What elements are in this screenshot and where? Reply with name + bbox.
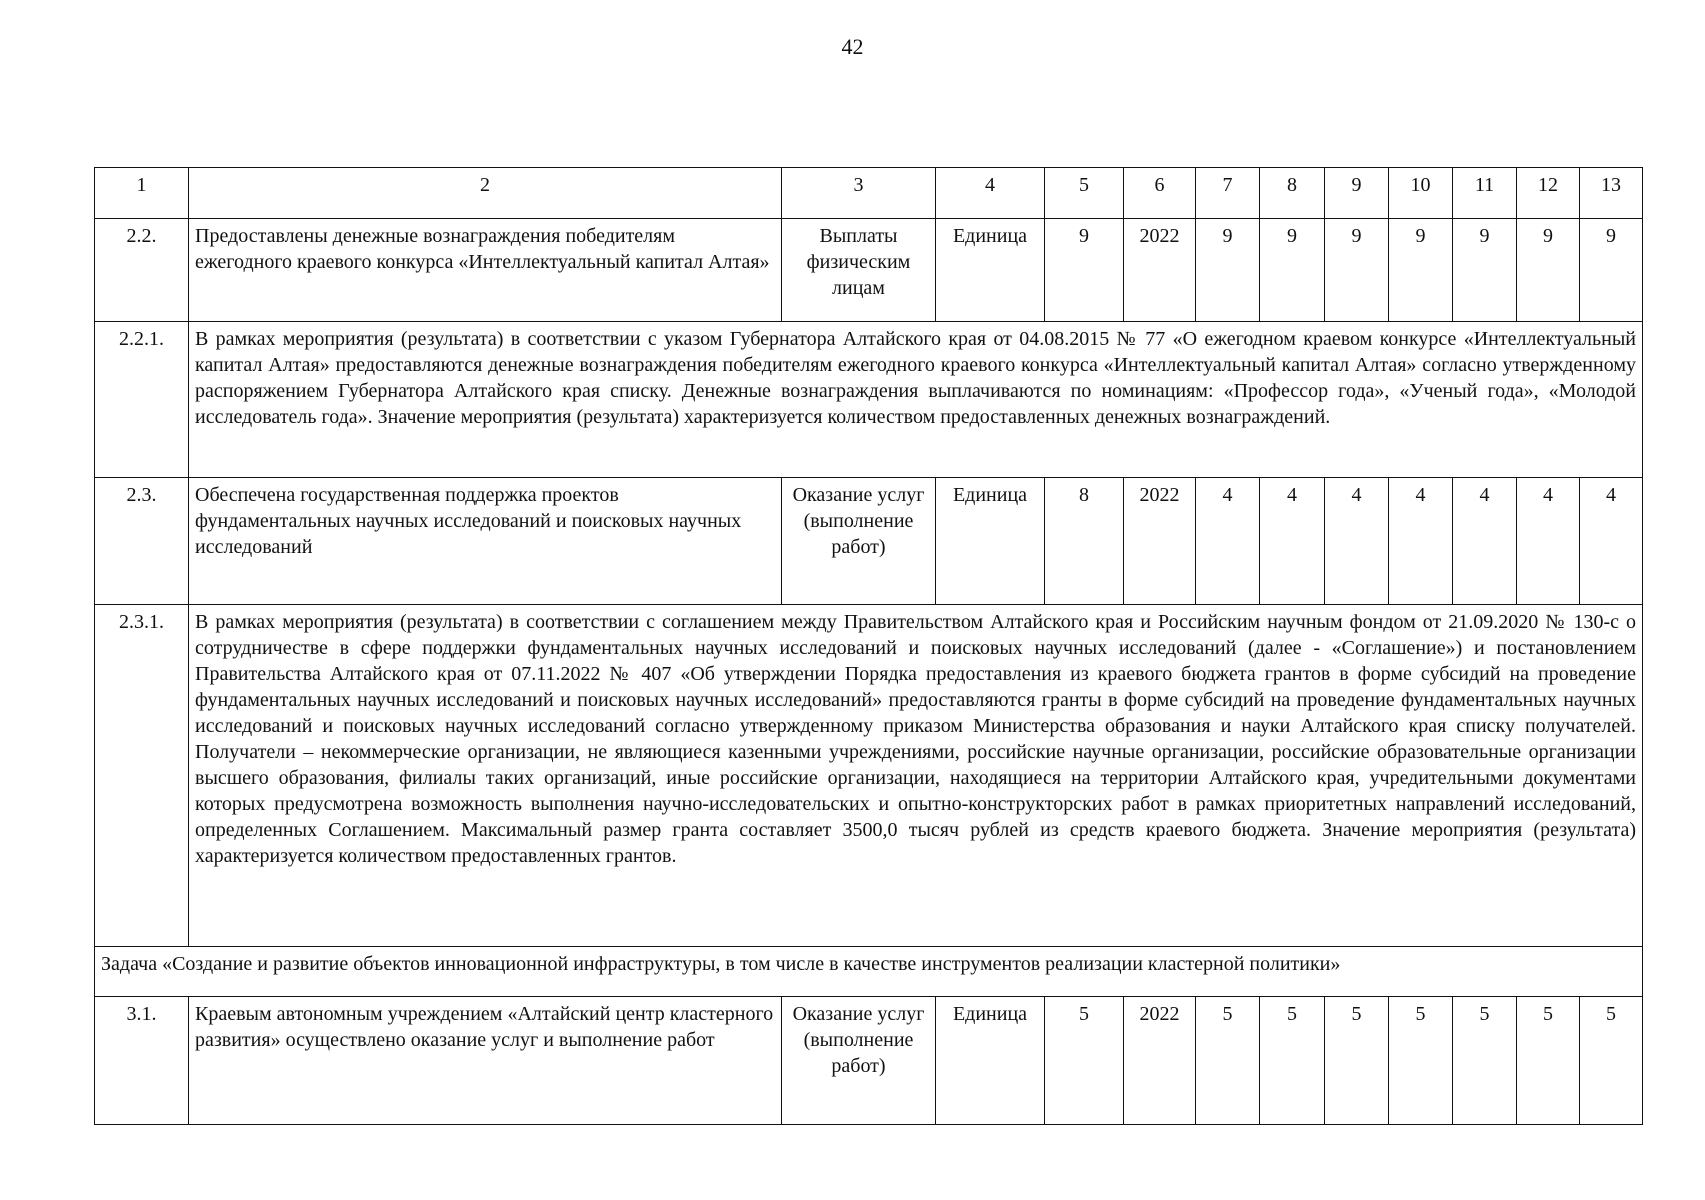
row-title: Обеспечена государственная поддержка проектов фундаментальных научных исследований и поисковых научных исследований [189,478,782,605]
row-value: 9 [1453,219,1517,322]
row-value: 4 [1517,478,1580,605]
row-value: 4 [1196,478,1260,605]
row-value: 9 [1517,219,1580,322]
row-value: 4 [1325,478,1389,605]
row-value: 9 [1325,219,1389,322]
row-value: 4 [1260,478,1325,605]
table-row [95,997,1643,1125]
task-heading: Задача «Создание и развитие объектов инновационной инфраструктуры, в том числе в качестве инструментов реализации кластерной политики» [95,947,1643,997]
header-cell: 10 [1389,168,1453,219]
row-value: 5 [1389,997,1453,1125]
row-value: 4 [1389,478,1453,605]
row-base-year: 2022 [1124,478,1196,605]
row-base-value: 8 [1045,478,1124,605]
header-cell: 5 [1045,168,1124,219]
indicators-table [94,167,1643,1125]
table-row [95,322,1643,478]
row-number: 3.1. [95,997,189,1125]
header-cell: 2 [189,168,782,219]
header-cell: 1 [95,168,189,219]
row-description: В рамках мероприятия (результата) в соответствии с соглашением между Правительством Алтайского края и Российским научным фондом от 21.09.2020 № 130-с о сотрудничестве в сфере поддержки фундаментальных научных исследований и поисковых научных исследований (далее - «Соглашение») и постановлением Правительства Алтайского края от 07.11.2022 № 407 «Об утверждении Порядка предоставления из краевого бюджета грантов в форме субсидий на проведение фундаментальных научных исследований и поисковых научных исследований» предоставляются гранты в форме субсидий на проведение фундаментальных научных исследований и поисковых научных исследований согласно утвержденному приказом Министерства образования и науки Алтайского края списку получателей. Получатели – некоммерческие организации, не являющиеся казенными учреждениями, российские научные организации, российские образовательные организации высшего образования, филиалы таких организаций, иные российские организации, находящиеся на территории Алтайского края, учредительными документами которых предусмотрена возможность выполнения научно-исследовательских и опытно-конструкторских работ в рамках приоритетных направлений исследований, определенных Соглашением. Максимальный размер гранта составляет 3500,0 тысяч рублей из средств краевого бюджета. Значение мероприятия (результата) характеризуется количеством предоставленных грантов. [189,605,1643,947]
header-row [95,168,1643,219]
row-value: 4 [1453,478,1517,605]
row-number: 2.3.1. [95,605,189,947]
header-cell: 9 [1325,168,1389,219]
header-cell: 3 [782,168,936,219]
row-value: 9 [1389,219,1453,322]
row-number: 2.2. [95,219,189,322]
row-value: 5 [1325,997,1389,1125]
row-base-year: 2022 [1124,219,1196,322]
row-unit: Единица [936,997,1045,1125]
header-cell: 8 [1260,168,1325,219]
page-number: 42 [841,34,864,59]
row-value: 5 [1453,997,1517,1125]
row-value: 5 [1196,997,1260,1125]
row-unit: Единица [936,219,1045,322]
table-row [95,478,1643,605]
row-type: Выплаты физическим лицам [782,219,936,322]
row-type: Оказание услуг (выполнение работ) [782,997,936,1125]
row-title: Предоставлены денежные вознаграждения победителям ежегодного краевого конкурса «Интеллектуальный капитал Алтая» [189,219,782,322]
table-row [95,947,1643,997]
row-description: В рамках мероприятия (результата) в соответствии с указом Губернатора Алтайского края от 04.08.2015 № 77 «О ежегодном краевом конкурсе «Интеллектуальный капитал Алтая» предоставляются денежные вознаграждения победителям ежегодного краевого конкурса «Интеллектуальный капитал Алтая» согласно утвержденному распоряжением Губернатора Алтайского края списку. Денежные вознаграждения выплачиваются по номинациям: «Профессор года», «Ученый года», «Молодой исследователь года». Значение мероприятия (результата) характеризуется количеством предоставленных денежных вознаграждений. [189,322,1643,478]
header-cell: 11 [1453,168,1517,219]
header-cell: 4 [936,168,1045,219]
row-base-value: 5 [1045,997,1124,1125]
row-base-year: 2022 [1124,997,1196,1125]
row-number: 2.2.1. [95,322,189,478]
row-value: 5 [1580,997,1643,1125]
header-cell: 7 [1196,168,1260,219]
row-value: 9 [1260,219,1325,322]
row-value: 5 [1517,997,1580,1125]
row-value: 5 [1260,997,1325,1125]
row-type: Оказание услуг (выполнение работ) [782,478,936,605]
row-number: 2.3. [95,478,189,605]
header-cell: 12 [1517,168,1580,219]
table-row [95,605,1643,947]
row-unit: Единица [936,478,1045,605]
row-value: 9 [1580,219,1643,322]
row-value: 4 [1580,478,1643,605]
row-base-value: 9 [1045,219,1124,322]
table-row [95,219,1643,322]
header-cell: 13 [1580,168,1643,219]
header-cell: 6 [1124,168,1196,219]
row-value: 9 [1196,219,1260,322]
row-title: Краевым автономным учреждением «Алтайский центр кластерного развития» осуществлено оказание услуг и выполнение работ [189,997,782,1125]
